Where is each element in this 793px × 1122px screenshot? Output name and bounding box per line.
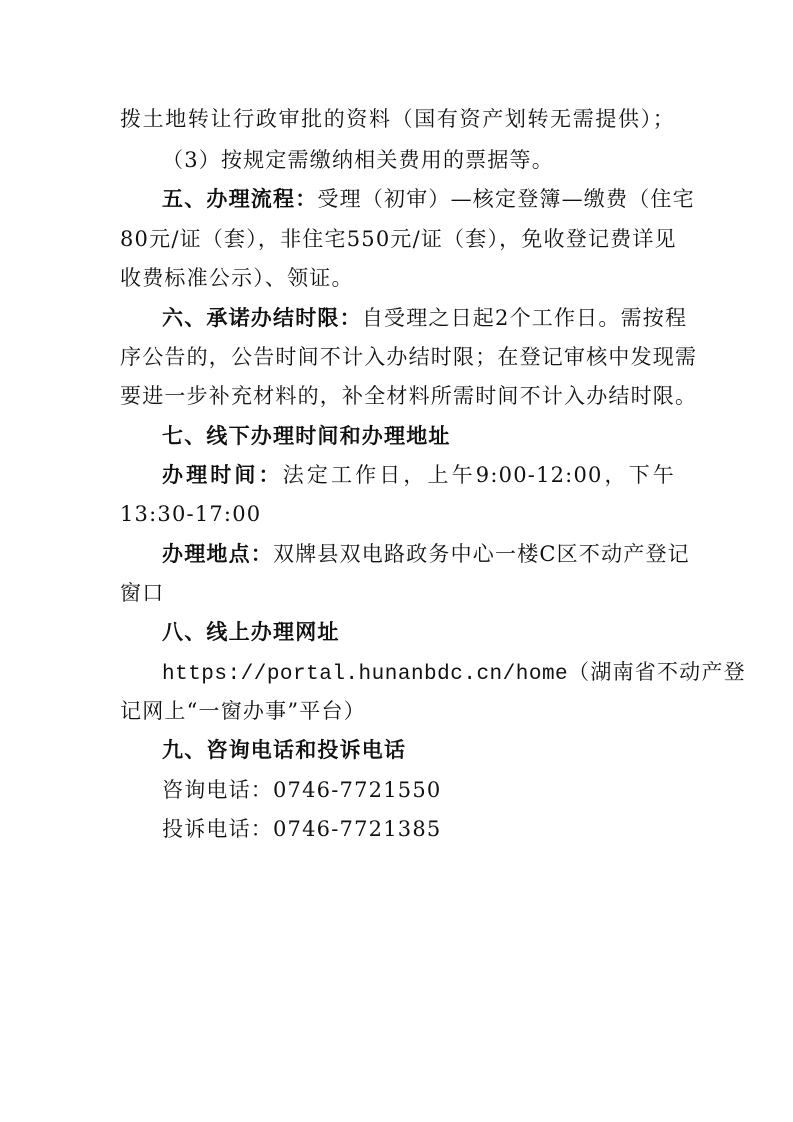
office-hours-value: 13:30-17:00 bbox=[120, 502, 262, 526]
section-6-heading: 六、承诺办结时限： bbox=[162, 306, 362, 330]
body-text: （湖南省不动产登 bbox=[568, 660, 746, 684]
body-text: 80元/证（套），非住宅550元/证（套），免收登记费详见 bbox=[120, 227, 677, 251]
office-hours-line-2 bbox=[120, 502, 675, 526]
body-text: 收费标准公示）、领证。 bbox=[120, 266, 354, 290]
section-8-heading: 八、线上办理网址 bbox=[162, 620, 340, 644]
section-6-line-2 bbox=[120, 345, 698, 369]
office-address-line-2 bbox=[120, 581, 675, 605]
paragraph-line bbox=[120, 107, 675, 131]
consult-phone-line bbox=[162, 778, 675, 802]
section-9-heading-line bbox=[162, 738, 675, 762]
online-url-line-1 bbox=[162, 660, 746, 687]
body-text: 受理（初审）—核定登簿—缴费（住宅 bbox=[317, 187, 695, 211]
consult-phone: 咨询电话：0746-7721550 bbox=[162, 778, 442, 802]
section-6-line-1 bbox=[162, 306, 688, 330]
section-5-line-3 bbox=[120, 266, 675, 290]
section-9-heading: 九、咨询电话和投诉电话 bbox=[162, 738, 407, 762]
section-6-line-3 bbox=[120, 384, 698, 408]
office-hours-label: 办理时间： bbox=[162, 463, 283, 487]
section-8-heading-line bbox=[162, 620, 675, 644]
section-5-heading: 五、办理流程： bbox=[162, 187, 318, 211]
office-hours-line-1 bbox=[162, 463, 675, 487]
body-text: 自受理之日起2个工作日。需按程 bbox=[361, 306, 688, 330]
body-text: 记网上“一窗办事”平台） bbox=[120, 699, 366, 723]
office-address-label: 办理地点： bbox=[162, 542, 273, 566]
office-address-value: 窗口 bbox=[120, 581, 165, 605]
body-text: （3）按规定需缴纳相关费用的票据等。 bbox=[162, 148, 554, 172]
office-hours-value: 法定工作日，上午9:00-12:00，下午 bbox=[282, 463, 675, 487]
office-address-value: 双牌县双电路政务中心一楼C区不动产登记 bbox=[273, 542, 690, 566]
paragraph-line bbox=[162, 148, 675, 172]
section-5-line-1 bbox=[162, 187, 695, 211]
complaint-phone-line bbox=[162, 817, 675, 841]
body-text: 拨土地转让行政审批的资料（国有资产划转无需提供）； bbox=[120, 107, 675, 131]
complaint-phone: 投诉电话：0746-7721385 bbox=[162, 817, 442, 841]
online-portal-link[interactable]: https://portal.hunanbdc.cn/home bbox=[162, 663, 569, 686]
online-url-line-2 bbox=[120, 699, 675, 723]
section-7-heading: 七、线下办理时间和办理地址 bbox=[162, 424, 451, 448]
body-text: 序公告的，公告时间不计入办结时限；在登记审核中发现需 bbox=[120, 345, 698, 369]
section-7-heading-line bbox=[162, 424, 675, 448]
body-text: 要进一步补充材料的，补全材料所需时间不计入办结时限。 bbox=[120, 384, 698, 408]
section-5-line-2 bbox=[120, 227, 675, 251]
office-address-line-1 bbox=[162, 542, 690, 566]
